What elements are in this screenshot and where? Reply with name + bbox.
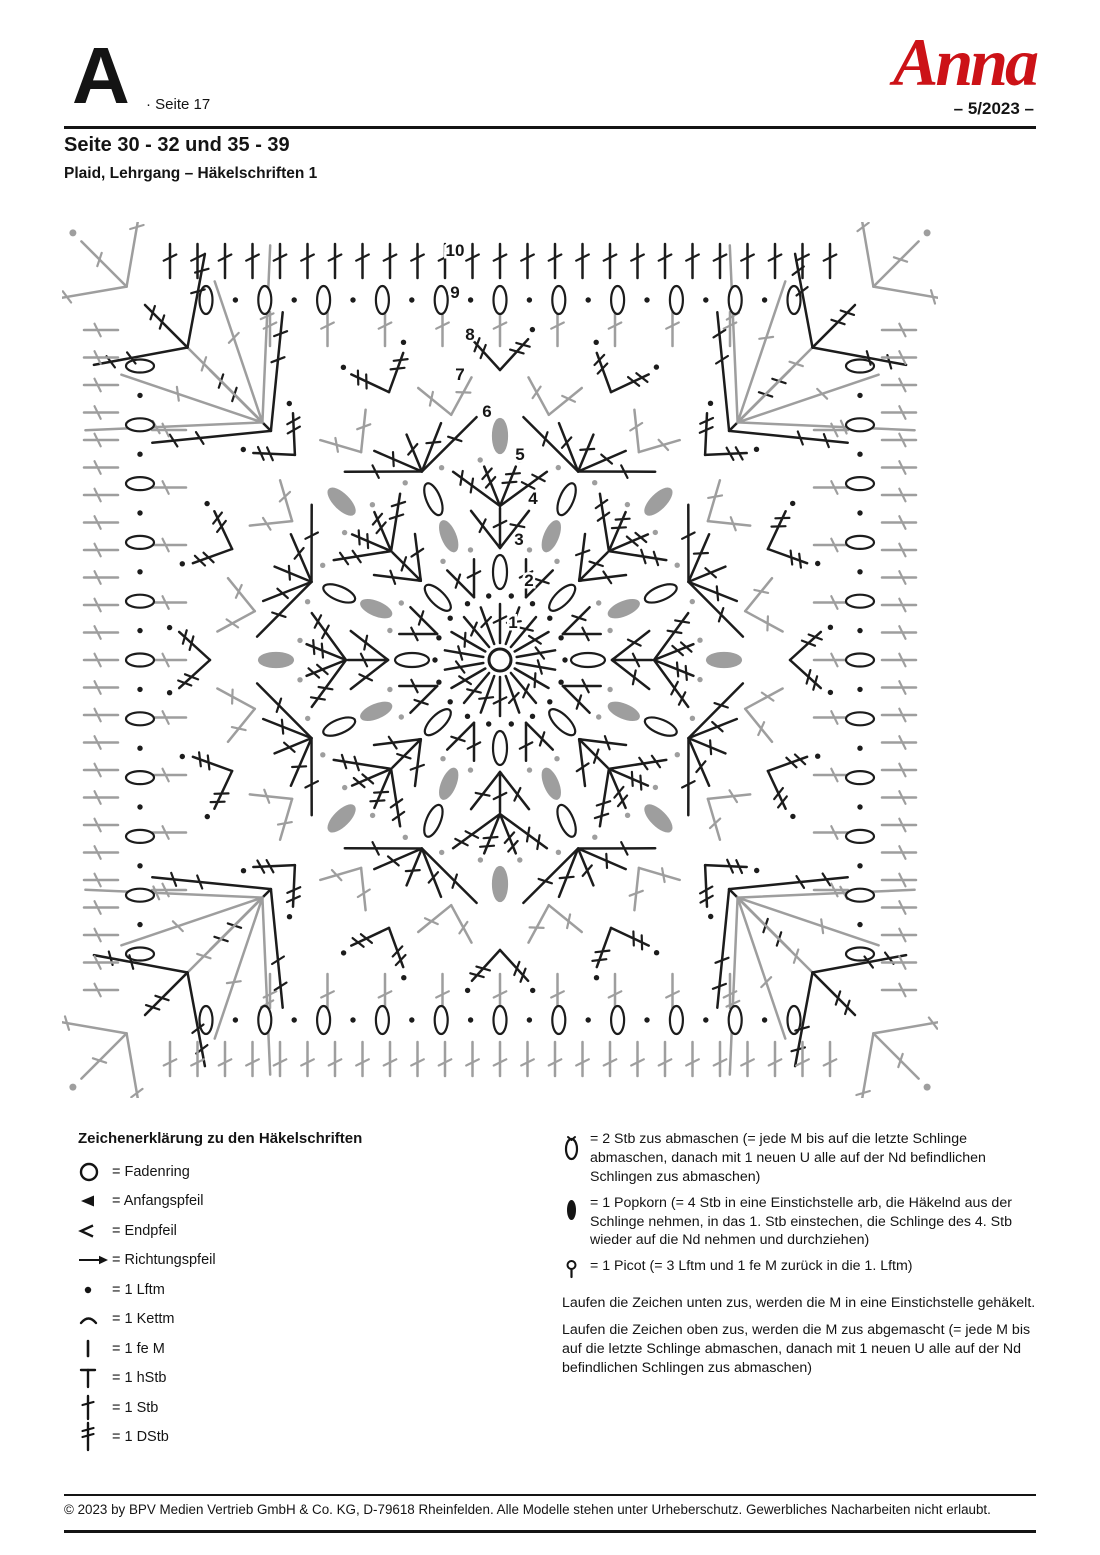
header-divider [64, 126, 1036, 129]
crochet-chart-svg [62, 222, 938, 1098]
legend-item-luftmasche [78, 1275, 518, 1305]
legend-item-richtungspfeil [78, 1246, 518, 1276]
fadenring-icon [78, 1161, 112, 1183]
legend-item-feste-masche [78, 1334, 518, 1364]
legend-item-doppel-stb [78, 1423, 518, 1453]
notes-column [562, 1130, 1040, 1378]
round-number-7: 7 [455, 365, 465, 384]
note-text: = 2 Stb zus abmaschen (= jede M bis auf die letzte Schlinge abmaschen, danach mit 1 neuen U alle auf der Nd befindlichen Schlingen zus abmaschen) [590, 1131, 986, 1185]
pages-heading: Seite 30 - 32 und 35 - 39 [64, 134, 290, 156]
doppel-stb-icon [78, 1421, 112, 1453]
note-popkorn [562, 1194, 1040, 1251]
section-letter: A [72, 31, 128, 120]
legend-item-kettmasche [78, 1305, 518, 1335]
fadenring-symbol [489, 649, 511, 671]
legend-label: = Endpfeil [112, 1222, 177, 1239]
round-number-8: 8 [465, 325, 475, 344]
round-number-9: 9 [450, 283, 460, 302]
legend-label: = 1 Kettm [112, 1311, 175, 1328]
anna-logo: Anna [893, 24, 1036, 100]
note-text: = 1 Popkorn (= 4 Stb in eine Einstichstelle arb, die Häkelnd aus der Schlinge nehmen, in das 1. Stb einstechen, die Schlinge des 4. Stb wieder auf die Nd nehmen und durchziehen) [590, 1194, 1012, 1249]
legend-title: Zeichenerklärung zu den Häkelschriften [78, 1130, 363, 1147]
legend-label: = 1 hStb [112, 1370, 167, 1387]
anfangspfeil-icon [78, 1193, 112, 1209]
legend-label: = 1 Lftm [112, 1281, 165, 1298]
legend-item-anfangspfeil [78, 1187, 518, 1217]
popkorn-icon [562, 1194, 582, 1251]
round-number-6: 6 [482, 402, 492, 421]
legend-label: = Richtungspfeil [112, 1252, 216, 1269]
legend-item-halbes-stb [78, 1364, 518, 1394]
note-paragraph: Laufen die Zeichen unten zus, werden die M in eine Einstichstelle gehäkelt. [562, 1295, 1036, 1312]
stb-icon [78, 1394, 112, 1422]
legend-item-endpfeil [78, 1216, 518, 1246]
legend-label: = Anfangspfeil [112, 1193, 204, 1210]
kettmasche-icon [78, 1311, 112, 1327]
round-number-3: 3 [514, 530, 524, 549]
halbes-stb-icon [78, 1366, 112, 1390]
page-ref: · Seite 17 [146, 96, 211, 113]
richtungspfeil-icon [78, 1252, 112, 1268]
round-number-1: 1 [508, 613, 518, 632]
luftmasche-icon [78, 1283, 112, 1297]
note-two-stb-zus [562, 1130, 1040, 1187]
pattern-subheading: Plaid, Lehrgang – Häkelschriften 1 [64, 165, 318, 182]
legend-label: = 1 fe M [112, 1340, 165, 1357]
note-picot [562, 1257, 1040, 1286]
footer-divider-bottom [64, 1530, 1036, 1533]
footer-divider-top [64, 1494, 1036, 1496]
round-number-2: 2 [524, 571, 534, 590]
picot-icon [562, 1257, 582, 1286]
legend-label: = Fadenring [112, 1163, 190, 1180]
crochet-chart [62, 222, 938, 1098]
round-number-10: 10 [445, 241, 465, 260]
legend-item-fadenring [78, 1157, 518, 1187]
legend-item-stb [78, 1393, 518, 1423]
legend-label: = 1 DStb [112, 1429, 169, 1446]
note-paragraph: Laufen die Zeichen oben zus, werden die M zus abgemascht (= jede M bis auf die letzte Schlinge abmaschen, danach mit 1 neuen U alle auf der Nd befindlichen Schlingen zus abmaschen) [562, 1322, 1031, 1376]
legend-label: = 1 Stb [112, 1399, 159, 1416]
issue-number: – 5/2023 – [953, 99, 1034, 118]
note-text: = 1 Picot (= 3 Lftm und 1 fe M zurück in die 1. Lftm) [590, 1258, 913, 1275]
copyright-text: © 2023 by BPV Medien Vertrieb GmbH & Co. KG, D-79618 Rheinfelden. Alle Modelle stehen unter Urheberschutz. Gewerbliches Nacharbeiten nicht erlaubt. [64, 1502, 991, 1517]
round-number-5: 5 [515, 445, 525, 464]
legend [78, 1130, 518, 1452]
feste-masche-icon [78, 1339, 112, 1359]
round-number-4: 4 [528, 489, 538, 508]
zwei-stb-zus-icon [562, 1130, 582, 1187]
endpfeil-icon [78, 1223, 112, 1239]
